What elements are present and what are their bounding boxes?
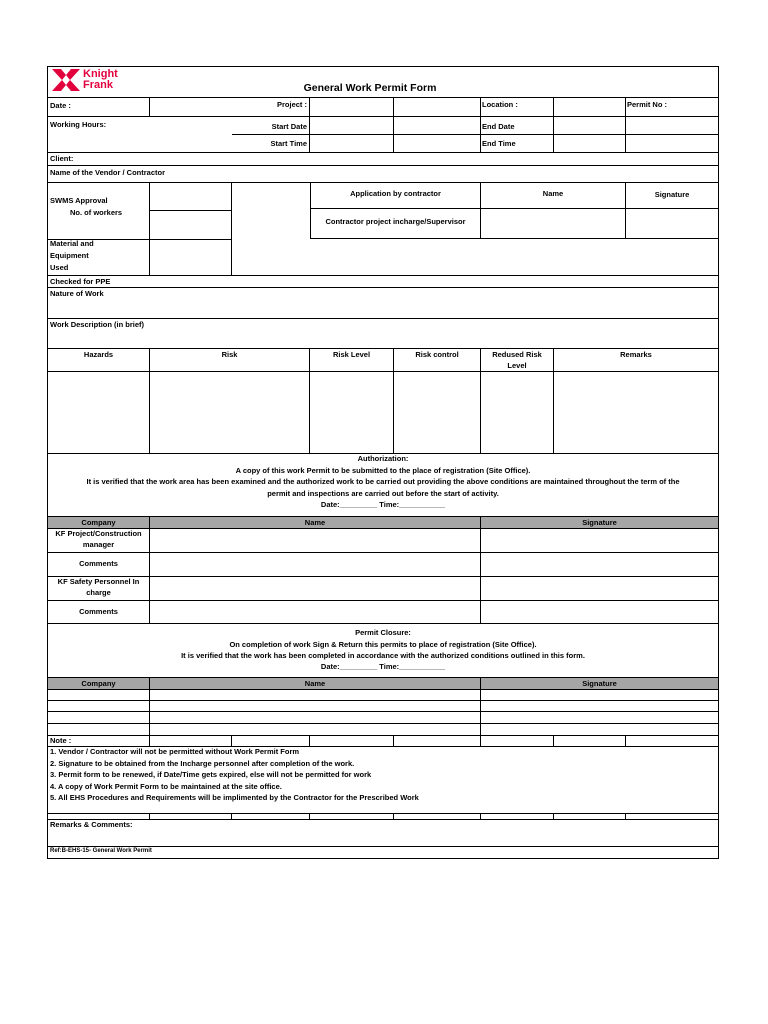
- note-label: Note :: [50, 736, 72, 745]
- comments-label-2: Comments: [79, 607, 118, 616]
- start-time-label: Start Time: [270, 139, 307, 148]
- closure-line-1: On completion of work Sign & Return this permits to place of registration (Site Office).: [229, 640, 537, 649]
- hazards-header: Hazards: [83, 350, 114, 359]
- authorization-line-3: permit and inspections are carried out before the start of activity.: [267, 489, 499, 498]
- authorization-heading: Authorization:: [357, 454, 409, 463]
- kf-project-manager-1: KF Project/Construction: [55, 529, 142, 538]
- end-date-label: End Date: [482, 122, 515, 131]
- form-title: General Work Permit Form: [303, 82, 437, 94]
- authorization-line-1: A copy of this work Permit to be submitted to the place of registration (Site Office).: [235, 466, 531, 475]
- note-item: 1. Vendor / Contractor will not be permitted without Work Permit Form: [50, 747, 300, 756]
- closure-date-time: Date:_________ Time:___________: [320, 662, 446, 671]
- logo-knight: Knight: [83, 68, 118, 80]
- application-label: Application by contractor: [350, 189, 441, 198]
- risk-control-header: Risk control: [415, 350, 459, 359]
- note-item: 5. All EHS Procedures and Requirements will be implimented by the Contractor for the Prescribed Work: [50, 793, 419, 802]
- project-label: Project :: [276, 100, 307, 109]
- approval-name-label: Name: [542, 189, 564, 198]
- location-label: Location :: [482, 100, 518, 109]
- closure-company-header: Company: [81, 679, 116, 688]
- risk-header: Risk: [221, 350, 238, 359]
- end-time-label: End Time: [482, 139, 516, 148]
- closure-signature-header: Signature: [582, 679, 617, 688]
- authorization-line-2: It is verified that the work area has been examined and the authorized work to be carried out providing the above conditions are maintained throughout the term of the: [86, 477, 680, 486]
- authorization-date-time: Date:_________ Time:___________: [320, 500, 446, 509]
- auth-name-header: Name: [304, 518, 326, 527]
- material-label-2: Equipment: [50, 251, 89, 260]
- remarks-header: Remarks: [620, 350, 652, 359]
- logo-frank: Frank: [83, 79, 113, 91]
- kf-project-manager-2: manager: [82, 540, 115, 549]
- closure-name-header: Name: [304, 679, 326, 688]
- logo-mark-icon: [52, 69, 80, 91]
- remarks-label: Remarks & Comments:: [50, 820, 133, 829]
- start-date-label: Start Date: [271, 122, 307, 131]
- permit-no-label: Permit No :: [627, 100, 668, 109]
- work-description-label: Work Description (in brief): [50, 320, 145, 329]
- note-item: 3. Permit form to be renewed, if Date/Time gets expired, else will not be permitted for work: [50, 770, 372, 779]
- material-label-1: Material and: [50, 239, 94, 248]
- reduced-risk-header-1: Redused Risk: [492, 350, 542, 359]
- kf-safety-personnel-2: charge: [86, 588, 111, 597]
- closure-heading: Permit Closure:: [355, 628, 411, 637]
- material-label-3: Used: [50, 263, 69, 272]
- vendor-label: Name of the Vendor / Contractor: [50, 168, 166, 177]
- working-hours-label: Working Hours:: [50, 120, 107, 129]
- incharge-label: Contractor project incharge/Supervisor: [325, 217, 466, 226]
- approval-signature-label: Signature: [654, 190, 690, 199]
- auth-company-header: Company: [81, 518, 116, 527]
- comments-label-1: Comments: [79, 559, 118, 568]
- kf-safety-personnel-1: KF Safety Personnel In: [57, 577, 140, 586]
- auth-signature-header: Signature: [582, 518, 617, 527]
- closure-line-2: It is verified that the work has been completed in accordance with the authorized conditions outlined in this form.: [181, 651, 585, 660]
- client-label: Client:: [50, 154, 74, 163]
- note-item: 2. Signature to be obtained from the Incharge personnel after completion of the work.: [50, 759, 355, 768]
- nature-of-work-label: Nature of Work: [50, 289, 104, 298]
- reduced-risk-header-2: Level: [507, 361, 527, 370]
- reference-code: Ref:B-EHS-15- General Work Permit: [50, 848, 152, 854]
- workers-label: No. of workers: [70, 208, 123, 217]
- ppe-label: Checked for PPE: [50, 277, 111, 286]
- note-item: 4. A copy of Work Permit Form to be maintained at the site office.: [50, 782, 282, 791]
- date-label: Date :: [50, 101, 71, 110]
- swms-approval-label: SWMS Approval: [50, 196, 108, 205]
- risk-level-header: Risk Level: [332, 350, 371, 359]
